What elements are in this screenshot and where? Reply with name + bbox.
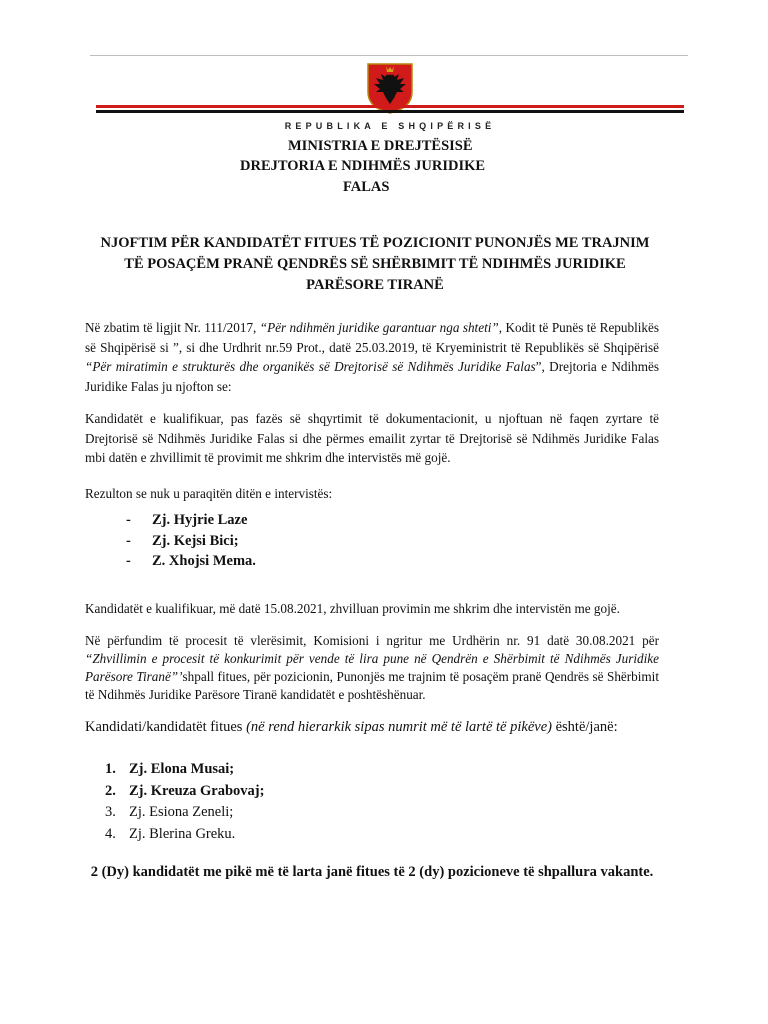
paragraph-legal-basis <box>85 318 659 396</box>
p6-text-a: Kandidati/kandidatët fitues <box>85 719 247 735</box>
p6-text-c: është/janë: <box>551 719 618 735</box>
list-item: 4. Zj. Blerina Greku. <box>105 825 236 842</box>
winners-list <box>105 759 264 845</box>
paragraph-exam-date: Kandidatët e kualifikuar, më datë 15.08.2021, zhvilluan provimin me shkrim dhe intervistën me gojë. <box>85 601 620 616</box>
final-statement: 2 (Dy) kandidatët me pikë më të larta janë fitues të 2 (dy) pozicioneve të shpallura vakante. <box>90 864 654 880</box>
p6-ranking-note: (në rend hierarkik sipas numrit më të lartë të pikëve) <box>246 719 552 735</box>
p1-law-title: “Për ndihmën juridike garantuar nga shteti” <box>259 320 499 335</box>
paragraph-winners-intro <box>85 718 659 738</box>
paragraph-absent-intro: Rezulton se nuk u paraqitën ditën e intervistës: <box>85 486 333 501</box>
list-item: - Zj. Kejsi Bici; <box>126 532 239 549</box>
winner-name: Zj. Kreuza Grabovaj; <box>129 782 265 799</box>
list-item: 1. Zj. Elona Musai; <box>105 761 235 777</box>
absent-candidate-name: Z. Xhojsi Mema. <box>152 553 256 569</box>
ministry-name: MINISTRIA E DREJTËSISË <box>288 138 473 154</box>
winner-name: Zj. Blerina Greku. <box>129 825 236 842</box>
p1-text-c: , Kodit të Punës të Republikës së Shqipërisë si ”, si dhe Urdhrit nr.59 Prot., datë 25.03.2019, të Kryeministrit të Republikës së Shqipërisë <box>85 320 659 355</box>
black-stripe <box>96 110 684 113</box>
list-item: 3. Zj. Esiona Zeneli; <box>105 804 234 820</box>
flag-color-bar <box>96 105 684 113</box>
p5-text-c: shpall fitues, për pozicionin, Punonjës me trajnim të posaçëm pranë Qendrës së Shërbimit të Ndihmës Juridike Parësore Tiranë kandidatët e poshtëshënuar. <box>85 669 659 702</box>
p1-text-a: Në zbatim të ligjit Nr. 111/2017, <box>85 320 260 335</box>
paragraph-commission <box>85 632 659 704</box>
p1-decision-title: “Për miratimin e strukturës dhe organikës së Drejtorisë së Ndihmës Juridike Falas <box>85 359 536 374</box>
absent-candidate-name: Zj. Kejsi Bici; <box>152 532 239 549</box>
absent-candidate-name: Zj. Hyjrie Laze <box>152 512 248 528</box>
list-item: - Zj. Hyjrie Laze <box>126 512 248 528</box>
republic-label: REPUBLIKA E SHQIPËRISË <box>284 121 496 131</box>
p5-text-a: Në përfundim të procesit të vlerësimit, Komisioni i ngritur me Urdhërin nr. 91 datë 30.08.2021 për <box>85 633 659 648</box>
list-item: 2. Zj. Kreuza Grabovaj; <box>105 782 265 799</box>
absent-candidates-list <box>126 510 256 572</box>
p1-text-e: ”, Drejtoria e Ndihmës Juridike Falas ju njofton se: <box>85 359 659 394</box>
winner-name: Zj. Esiona Zeneli; <box>129 804 234 820</box>
directorate-name: DREJTORIA E NDIHMËS JURIDIKE <box>240 158 486 174</box>
directorate-name-cont: FALAS <box>343 179 390 195</box>
top-rule <box>90 55 688 56</box>
paragraph-notification: Kandidatët e kualifikuar, pas fazës së shqyrtimit të dokumentacionit, u njoftuan në faqen zyrtare të Drejtorisë së Ndihmës Juridike Falas si dhe përmes emailit zyrtar të Drejtorisë së Ndihmës Juridike Falas mbi datën e zhvillimit të provimit me shkrim dhe intervistës më gojë. <box>85 411 659 465</box>
list-item: - Z. Xhojsi Mema. <box>126 553 256 569</box>
winner-name: Zj. Elona Musai; <box>129 761 235 777</box>
notice-title: NJOFTIM PËR KANDIDATËT FITUES TË POZICIONIT PUNONJËS ME TRAJNIM TË POSAÇËM PRANË QENDRËS SË SHËRBIMIT TË NDIHMËS JURIDIKE PARËSORE TIRANË <box>100 235 650 293</box>
p5-order-title: “Zhvillimin e procesit të konkurimit për vende të lira pune në Qendrën e Shërbimit të Ndihmës Juridike Parësore Tiranë”’ <box>85 651 659 684</box>
red-stripe <box>96 105 684 108</box>
